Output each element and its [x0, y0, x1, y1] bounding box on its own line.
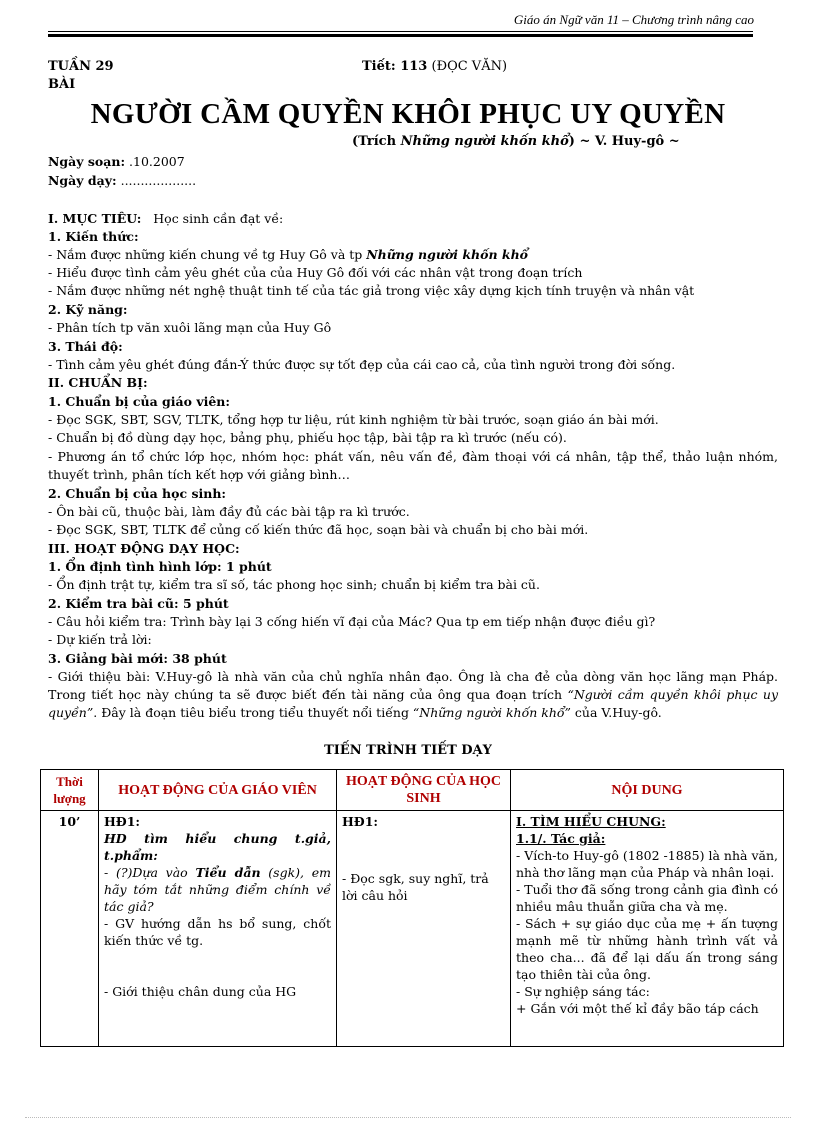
activities-heading: III. HOẠT ĐỘNG DẠY HỌC: [48, 541, 240, 556]
knowledge-item-work: Những người khốn khổ [366, 247, 528, 262]
lesson-intro-novel: “Những người khốn khổ” [412, 705, 571, 720]
duration-cell: 10’ [41, 811, 99, 1047]
table-title: TIẾN TRÌNH TIẾT DẠY [324, 743, 492, 758]
page-bottom-border [25, 1117, 791, 1118]
knowledge-item: - Nắm được những nét nghệ thuật tinh tế của tác giả trong việc xây dựng kịch tính truyện và nhân vật [48, 283, 695, 298]
lesson-intro-mid: . Đây là đoạn tiêu biểu trong tiểu thuyết nổi tiếng [93, 705, 413, 720]
col-header-student: HOẠT ĐỘNG CỦA HỌC SINH [337, 770, 511, 811]
lesson-label: BÀI [48, 77, 76, 92]
teacher-cell [99, 811, 337, 1047]
knowledge-heading: 1. Kiến thức: [48, 229, 139, 244]
student-prep-item: - Ôn bài cũ, thuộc bài, làm đầy đủ các bài tập ra kì trước. [48, 504, 410, 519]
teacher-question-post: (sgk), em hãy tóm tắt những điểm chính về tác giả? [104, 865, 332, 914]
content-heading: I. TÌM HIỂU CHUNG: [516, 814, 666, 829]
new-lesson-heading: 3. Giảng bài mới: 38 phút [48, 651, 227, 666]
lesson-plan-table [40, 769, 784, 1047]
date-prepared-value: .10.2007 [129, 154, 185, 169]
review-question: - Câu hỏi kiểm tra: Trình bày lại 3 cống hiến vĩ đại của Mác? Qua tp em tiếp nhận được điều gì? [48, 614, 656, 629]
stabilize-heading: 1. Ổn định tình hình lớp: 1 phút [48, 559, 272, 574]
table-row [41, 811, 784, 1047]
knowledge-item: - Hiểu được tình cảm yêu ghét của của Huy Gô đối với các nhân vật trong đoạn trích [48, 265, 583, 280]
col-header-content: NỘI DUNG [511, 770, 784, 811]
attitude-item: - Tình cảm yêu ghét đúng đắn-Ý thức được sự tốt đẹp của cái cao cả, của tình người trong đời sống. [48, 357, 676, 372]
date-taught-label: Ngày dạy: [48, 173, 117, 188]
content-subheading: 1.1/. Tác giả: [516, 831, 606, 846]
period-type: (ĐỌC VĂN) [431, 59, 508, 74]
teacher-prep-item: - Chuẩn bị đồ dùng dạy học, bảng phụ, phiếu học tập, bài tập ra kì trước (nếu có). [48, 430, 567, 445]
review-answer: - Dự kiến trả lời: [48, 632, 152, 647]
stabilize-text: - Ổn định trật tự, kiểm tra sĩ số, tác phong học sinh; chuẩn bị kiểm tra bài cũ. [48, 577, 540, 592]
period-info [362, 59, 507, 74]
subtitle-post: ) ~ V. Huy-gô ~ [568, 134, 680, 149]
student-cell [337, 811, 511, 1047]
date-taught [48, 172, 196, 190]
skills-heading: 2. Kỹ năng: [48, 302, 128, 317]
content-item: - Vích-to Huy-gô (1802 -1885) là nhà văn, nhà thơ lãng mạn của Pháp và nhân loại. [516, 848, 778, 880]
objectives-title: I. MỤC TIÊU: [48, 211, 142, 226]
subtitle [352, 134, 680, 149]
teacher-guide: - GV hướng dẫn hs bổ sung, chốt kiến thức về tg. [104, 916, 331, 948]
date-prepared-label: Ngày soạn: [48, 154, 126, 169]
date-prepared [48, 153, 185, 171]
student-activity-task: - Đọc sgk, suy nghĩ, trả lời câu hỏi [342, 871, 489, 903]
week-label: TUẦN 29 [48, 59, 114, 74]
subtitle-work: Những người khốn khổ [400, 134, 569, 149]
objectives-heading [48, 210, 283, 228]
attitude-heading: 3. Thái độ: [48, 339, 123, 354]
subtitle-pre: (Trích [352, 134, 401, 149]
teacher-question-pre: - (?)Dựa vào [104, 865, 196, 880]
teacher-prep-item: - Phương án tổ chức lớp học, nhóm học: phát vấn, nêu vấn đề, đàm thoại với cá nhân, tập thể, thảo luận nhóm, thuyết trình, phân tích kết hợp với giảng bình… [48, 449, 778, 482]
knowledge-item [48, 246, 528, 264]
period-number: Tiết: 113 [362, 59, 428, 74]
lesson-intro-excerpt: “Người cầm quyền khôi phục uy quyền” [48, 687, 779, 720]
objectives-intro: Học sinh cần đạt về: [153, 211, 284, 226]
teacher-prep-item: - Đọc SGK, SBT, SGV, TLTK, tổng hợp tư liệu, rút kinh nghiệm từ bài trước, soạn giáo án bài mới. [48, 412, 659, 427]
teacher-activity-label: HĐ1: [104, 814, 141, 829]
col-header-teacher: HOẠT ĐỘNG CỦA GIÁO VIÊN [99, 770, 337, 811]
skills-item: - Phân tích tp văn xuôi lãng mạn của Huy Gô [48, 320, 332, 335]
page-title: NGƯỜI CẦM QUYỀN KHÔI PHỤC UY QUYỀN [90, 98, 726, 130]
review-heading: 2. Kiểm tra bài cũ: 5 phút [48, 596, 229, 611]
teacher-portrait: - Giới thiệu chân dung của HG [104, 984, 297, 999]
content-item: + Gắn với một thế kỉ đầy bão táp cách [516, 1001, 759, 1016]
col-header-duration: Thời lượng [41, 770, 99, 811]
date-taught-value: ................... [120, 173, 197, 188]
lesson-intro-end: của V.Huy-gô. [570, 705, 662, 720]
content-cell [511, 811, 784, 1047]
teacher-activity-task: HD tìm hiểu chung t.giả, t.phẩm: [104, 831, 331, 863]
header-rule-thin [48, 31, 753, 32]
content-item: - Tuổi thơ đã sống trong cảnh gia đình có nhiều mâu thuẫn giữa cha và mẹ. [516, 882, 778, 914]
student-prep-heading: 2. Chuẩn bị của học sinh: [48, 486, 227, 501]
lesson-intro-text: - Giới thiệu bài: V.Huy-gô là nhà văn của chủ nghĩa nhân đạo. Ông là cha đẻ của dòng văn học lãng mạn Pháp. Trong tiết học này chúng ta sẽ được biết đến tài năng của ông qua đoạn trích [48, 669, 778, 702]
teacher-question-bold: Tiểu dẫn [195, 865, 261, 880]
student-prep-item: - Đọc SGK, SBT, TLTK để củng cố kiến thức đã học, soạn bài và chuẩn bị cho bài mới. [48, 522, 589, 537]
content-item: - Sách + sự giáo dục của mẹ + ấn tượng mạnh mẽ từ những hành trình vất vả theo cha... đã để lại dấu ấn trong sáng tạo thiên tài của ông. [516, 916, 778, 982]
teacher-prep-heading: 1. Chuẩn bị của giáo viên: [48, 394, 231, 409]
lesson-intro [48, 668, 778, 722]
teacher-question [104, 864, 331, 915]
knowledge-item-text: - Nắm được những kiến chung về tg Huy Gô và tp [48, 247, 367, 262]
student-activity-label: HĐ1: [342, 814, 379, 829]
preparation-heading: II. CHUẨN BỊ: [48, 375, 148, 390]
header-rule-thick [48, 34, 753, 37]
running-header: Giáo án Ngữ văn 11 – Chương trình nâng cao [513, 12, 754, 27]
table-header-row [41, 770, 784, 811]
content-item: - Sự nghiệp sáng tác: [516, 984, 650, 999]
